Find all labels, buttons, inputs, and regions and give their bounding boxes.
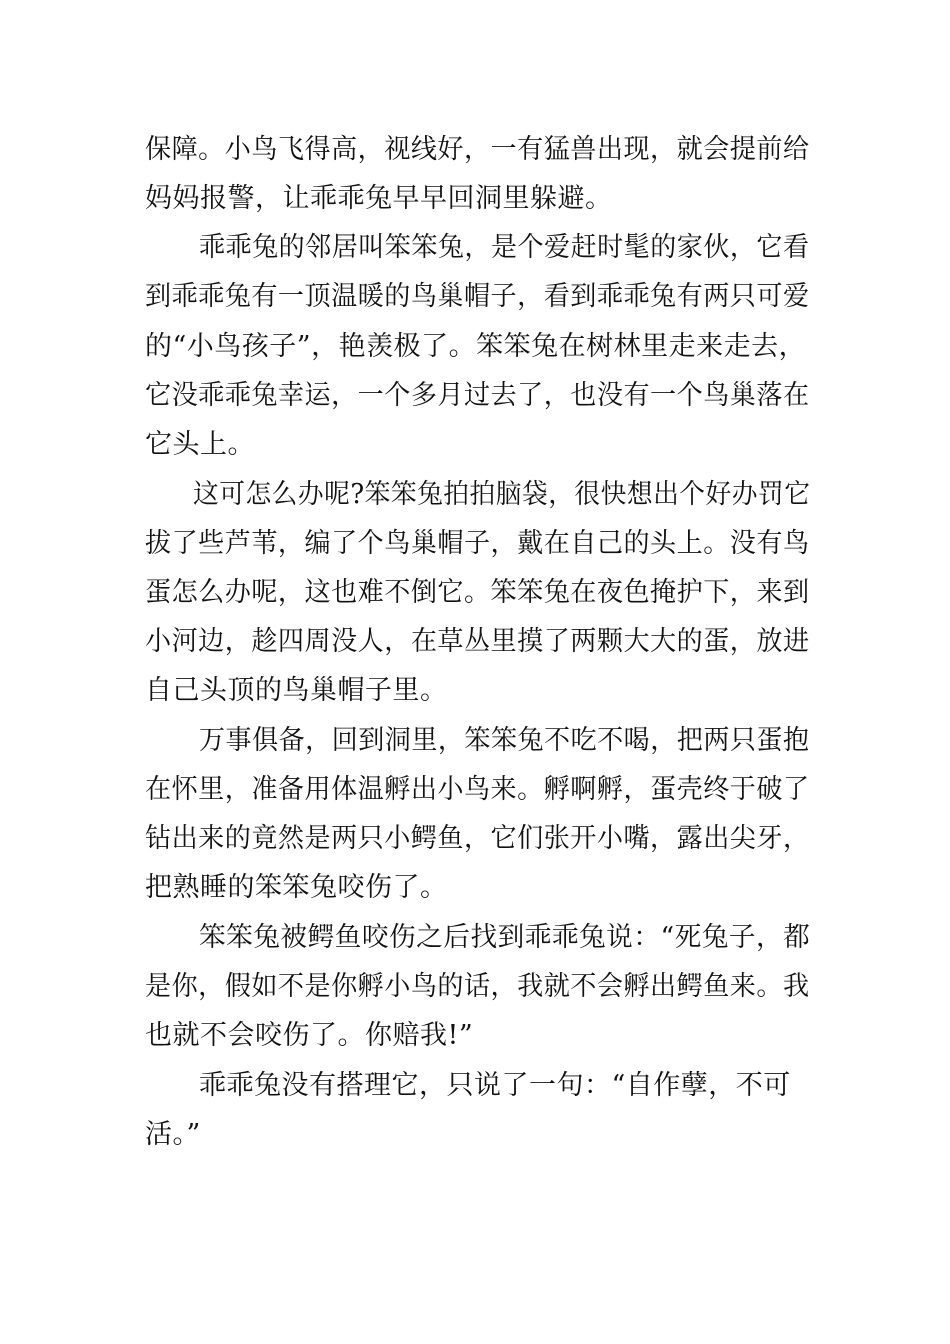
text-line: 也就不会咬伤了。你赔我!” [145, 1020, 474, 1051]
text-line: 保障。小鸟飞得高，视线好，一有猛兽出现，就会提前给 [145, 134, 810, 165]
text-line: 的“小鸟孩子”，艳羡极了。笨笨兔在树林里走来走去， [145, 331, 807, 362]
text-line: 妈妈报警，让乖乖兔早早回洞里躲避。 [145, 183, 613, 214]
text-line: 乖乖兔没有搭理它，只说了一句：“自作孽，不可 [199, 1070, 791, 1101]
text-line: 小河边，趁四周没人，在草丛里摸了两颗大大的蛋，放进 [145, 626, 810, 657]
text-line: 在怀里，准备用体温孵出小鸟来。孵啊孵，蛋壳终于破了 [145, 774, 810, 805]
text-line: 乖乖兔的邻居叫笨笨兔，是个爱赶时髦的家伙，它看 [199, 232, 810, 263]
text-line: 自己头顶的鸟巢帽子里。 [145, 675, 448, 706]
text-line: 万事俱备，回到洞里，笨笨兔不吃不喝，把两只蛋抱 [199, 725, 810, 756]
text-line: 蛋怎么办呢，这也难不倒它。笨笨兔在夜色掩护下，来到 [145, 577, 810, 608]
text-line: 这可怎么办呢?笨笨兔拍拍脑袋，很快想出个好办罚它 [193, 479, 811, 510]
text-line: 把熟睡的笨笨兔咬伤了。 [145, 872, 448, 903]
text-line: 到乖乖兔有一顶温暖的鸟巢帽子，看到乖乖兔有两只可爱 [145, 281, 810, 312]
text-line: 钻出来的竟然是两只小鳄鱼，它们张开小嘴，露出尖牙， [145, 823, 810, 854]
text-line: 活。” [145, 1119, 201, 1150]
text-line: 拔了些芦苇，编了个鸟巢帽子，戴在自己的头上。没有鸟 [145, 528, 810, 559]
text-line: 它头上。 [145, 429, 255, 460]
text-line: 笨笨兔被鳄鱼咬伤之后找到乖乖兔说：“死兔子，都 [199, 922, 811, 953]
text-line: 是你，假如不是你孵小鸟的话，我就不会孵出鳄鱼来。我 [145, 971, 810, 1002]
text-line: 它没乖乖兔幸运，一个多月过去了，也没有一个鸟巢落在 [145, 380, 810, 411]
